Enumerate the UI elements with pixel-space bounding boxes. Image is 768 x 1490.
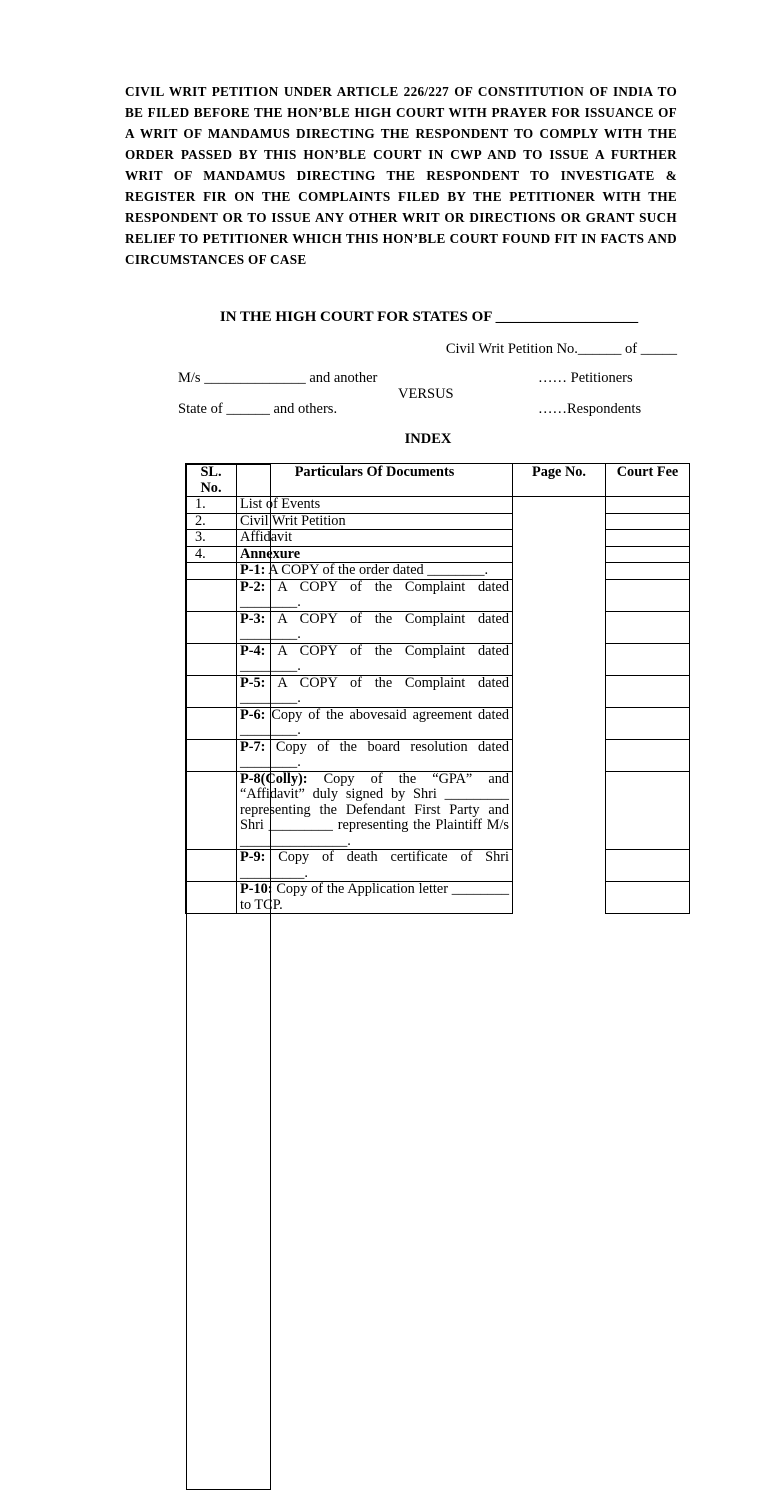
document-description: Copy of the Application letter ________ to TCP. bbox=[240, 881, 509, 913]
row-court-fee bbox=[606, 771, 690, 850]
row-court-fee bbox=[606, 707, 690, 739]
court-title: IN THE HIGH COURT FOR STATES OF ___________________ bbox=[219, 309, 639, 325]
annexure-label: P-7: bbox=[240, 738, 266, 755]
document-description: A COPY of the Complaint dated ________. bbox=[240, 578, 509, 610]
document-description: A COPY of the Complaint dated ________. bbox=[240, 642, 509, 674]
petition-heading: CIVIL WRIT PETITION UNDER ARTICLE 226/227 OF CONSTITUTION OF INDIA TO BE FILED BEFORE THE HON’BLE HIGH COURT WITH PRAYER FOR ISSUANCE OF A WRIT OF MANDAMUS DIRECTING THE RESPONDENT TO COMPLY WITH THE ORDER PASSED BY THIS HON’BLE COURT IN CWP AND TO ISSUE A FURTHER WRIT OF MANDAMUS DIRECTING THE RESPONDENT TO INVESTIGATE & REGISTER FIR ON THE COMPLAINTS FILED BY THE PETITIONER WITH THE RESPONDENT OR TO ISSUE ANY OTHER WRIT OR DIRECTIONS OR GRANT SUCH RELIEF TO PETITIONER WHICH THIS HON’BLE COURT FOUND FIT IN FACTS AND CIRCUMSTANCES OF CASE bbox=[125, 84, 677, 267]
document-description: Copy of death certificate of Shri _________. bbox=[240, 849, 509, 881]
row-particulars bbox=[237, 530, 513, 547]
annexure-label: P-6: bbox=[240, 706, 266, 723]
annexure-label: P-4: bbox=[240, 642, 266, 659]
row-particulars bbox=[237, 850, 513, 882]
row-sl-number: 3. bbox=[186, 530, 237, 547]
index-table bbox=[185, 463, 690, 914]
row-particulars bbox=[237, 675, 513, 707]
row-court-fee bbox=[606, 513, 690, 530]
annexure-label: P-3: bbox=[240, 610, 266, 627]
row-particulars bbox=[237, 643, 513, 675]
versus-row bbox=[178, 386, 678, 402]
document-description: Copy of the board resolution dated ________. bbox=[240, 738, 509, 770]
row-particulars bbox=[237, 513, 513, 530]
row-sl-number: 1. bbox=[186, 497, 237, 514]
annexure-label: P-8(Colly): bbox=[240, 770, 308, 787]
document-description: Affidavit bbox=[240, 529, 293, 545]
row-court-fee bbox=[606, 739, 690, 771]
document-description: Copy of the “GPA” and “Affidavit” duly signed by Shri _________ representing the Defendant First Party and Shri _________ representing the Plaintiff M/s _______________. bbox=[240, 770, 509, 849]
row-page-no bbox=[186, 464, 271, 1490]
row-sl-number: 2. bbox=[186, 513, 237, 530]
annexure-label: Annexure bbox=[240, 545, 301, 562]
annexure-label: P-2: bbox=[240, 578, 266, 595]
document-description: Civil Writ Petition bbox=[240, 512, 346, 529]
row-court-fee bbox=[606, 579, 690, 611]
row-particulars bbox=[237, 497, 513, 514]
index-table-body bbox=[186, 497, 690, 914]
header-sl: SL. No. bbox=[186, 464, 237, 497]
table-row bbox=[186, 882, 690, 914]
index-title: INDEX bbox=[404, 431, 452, 447]
row-particulars bbox=[237, 882, 513, 914]
row-court-fee bbox=[606, 530, 690, 547]
header-page: Page No. bbox=[513, 464, 606, 497]
header-fee: Court Fee bbox=[606, 464, 690, 497]
petitioner-row bbox=[178, 370, 678, 386]
annexure-label: P-9: bbox=[240, 849, 266, 865]
document-description: List of Events bbox=[240, 496, 321, 512]
parties-block bbox=[178, 370, 678, 417]
versus-label: VERSUS bbox=[398, 385, 454, 402]
respondent-name: State of ______ and others. bbox=[178, 401, 338, 417]
row-particulars bbox=[237, 707, 513, 739]
row-court-fee bbox=[606, 882, 690, 914]
row-particulars bbox=[237, 579, 513, 611]
document-description: Copy of the abovesaid agreement dated ________. bbox=[240, 706, 509, 738]
annexure-label: P-5: bbox=[240, 674, 266, 691]
row-court-fee bbox=[606, 497, 690, 514]
document-description: A COPY of the order dated ________. bbox=[265, 562, 489, 578]
row-court-fee bbox=[606, 850, 690, 882]
row-particulars bbox=[237, 611, 513, 643]
petitioner-role: …… Petitioners bbox=[538, 370, 633, 386]
row-court-fee bbox=[606, 643, 690, 675]
row-particulars bbox=[237, 771, 513, 850]
document-description: A COPY of the Complaint dated ________. bbox=[240, 674, 509, 706]
row-court-fee bbox=[606, 611, 690, 643]
annexure-label: P-10: bbox=[240, 881, 273, 897]
respondent-row bbox=[178, 401, 678, 417]
row-particulars bbox=[237, 739, 513, 771]
document-description: A COPY of the Complaint dated ________. bbox=[240, 610, 509, 642]
respondent-role: ……Respondents bbox=[538, 401, 642, 417]
header-particulars: Particulars Of Documents bbox=[237, 464, 513, 497]
row-sl-number: 4. bbox=[186, 546, 237, 563]
row-court-fee bbox=[606, 563, 690, 580]
row-particulars bbox=[237, 546, 513, 563]
row-court-fee bbox=[606, 546, 690, 563]
row-court-fee bbox=[606, 675, 690, 707]
annexure-label: P-1: bbox=[240, 562, 266, 578]
petitioner-name: M/s ______________ and another bbox=[178, 370, 378, 386]
row-particulars bbox=[237, 563, 513, 580]
cwp-number: Civil Writ Petition No.______ of _____ bbox=[445, 341, 677, 357]
